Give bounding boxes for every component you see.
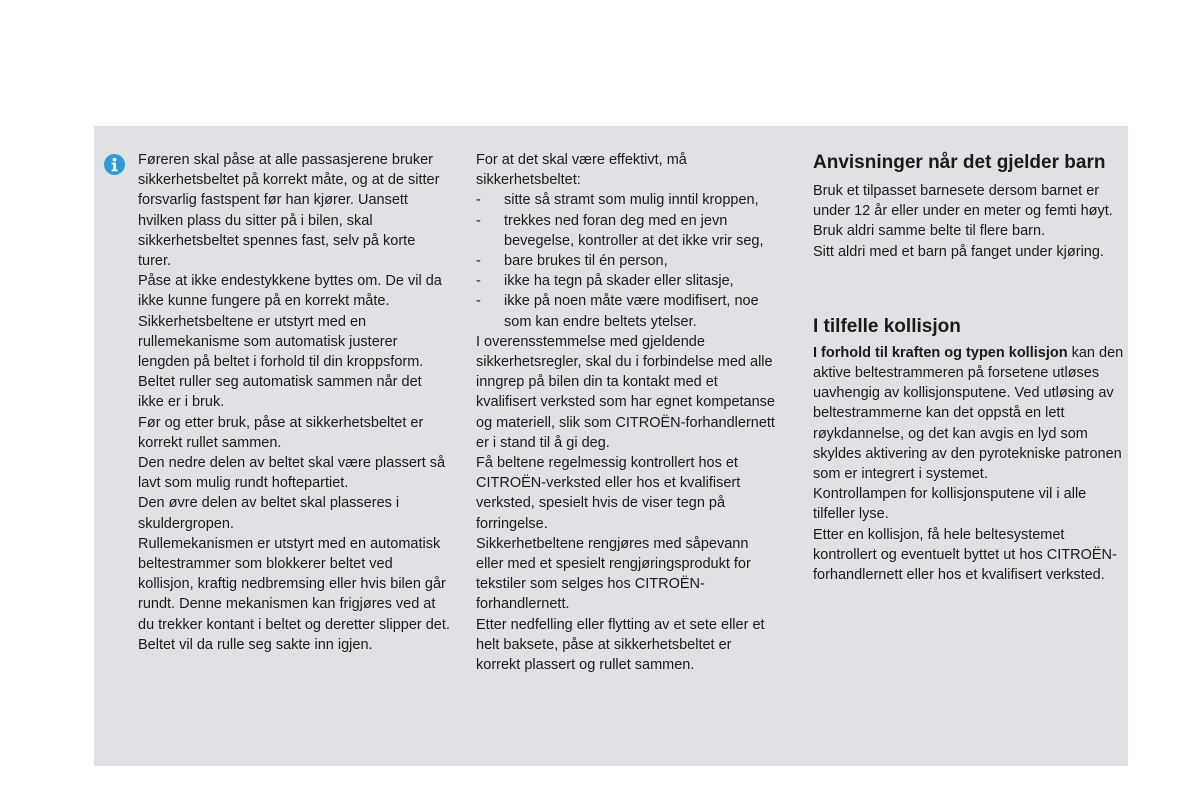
paragraph-warning-lamp: Kontrollampen for kollisjonsputene vil i alle tilfeller lyse. [813,486,1087,523]
paragraph-upper-belt: Den øvre delen av beltet skal plasseres i skuldergropen. [138,495,400,532]
paragraph-rolled-up: Før og etter bruk, påse at sikkerhetsbeltet er korrekt rullet sammen. [138,414,424,451]
paragraph-no-lap: Sitt aldri med et barn på fanget under kjøring. [813,243,1104,260]
paragraph-child-seat: Bruk et tilpasset barnesete dersom barnet er under 12 år eller under en meter og femti høyt. [813,183,1113,220]
paragraph-after-collision: Etter en kollisjon, få hele beltesystemet kontrollert og eventuelt byttet ut hos CITROËN-forhandlernett eller hos et kvalifisert verksted. [813,526,1117,584]
column-seatbelt-requirements [476,150,776,675]
paragraph-driver-responsibility: Føreren skal påse at alle passasjerene bruker sikkerhetsbeltet på korrekt måte, og at de sitter forsvarlig fastspent før han kjører. Uansett hvilken plass du sitter på i bilen, skal sikkerhetsbeltet spennes fast, selv på korte turer. [138,152,440,270]
column-children-and-collision [813,152,1125,585]
paragraph-safety-regulations: I overensstemmelse med gjeldende sikkerhetsregler, skal du i forbindelse med alle inngrep på bilen din ta kontakt med et kvalifisert verksted som har egnet kompetanse og materiell, slik som CITROËN-forhandlernett er i stand til å gi deg. [476,333,775,451]
requirements-list [476,190,776,331]
paragraph-buckle-ends: Påse at ikke endestykkene byttes om. De vil da ikke kunne fungere på en korrekt måte. [138,273,442,310]
requirements-intro: For at det skal være effektivt, må sikkerhetsbeltet: [476,152,687,189]
paragraph-cleaning: Sikkerhetbeltene rengjøres med såpevann eller med et spesielt rengjøringsprodukt for tekstiler som selges hos CITROËN-forhandlernett. [476,535,751,613]
paragraph-regular-check: Få beltene regelmessig kontrollert hos et CITROËN-verksted eller hos et kvalifisert verksted, spesielt hvis de viser tegn på forringelse. [476,455,741,532]
paragraph-one-belt: Bruk aldri samme belte til flere barn. [813,223,1046,240]
paragraph-reel-mechanism: Sikkerhetsbeltene er utstyrt med en rullemekanisme som automatisk justerer lengden på beltet i forhold til din kroppsform. Beltet ruller seg automatisk sammen når det ikke er i bruk. [138,313,424,411]
collision-bold-lead: I forhold til kraften og typen kollisjon [813,344,1068,361]
paragraph-lower-belt: Den nedre delen av beltet skal være plassert så lavt som mulig rundt hoftepartiet. [138,455,446,492]
paragraph-seat-folding: Etter nedfelling eller flytting av et sete eller et helt baksete, påse at sikkerhetsbeltet er korrekt plassert og rullet sammen. [476,616,765,674]
heading-collision: I tilfelle kollisjon [813,315,961,337]
info-icon [104,154,125,175]
column-seatbelt-usage [138,150,450,655]
list-item: - ikke på noen måte være modifisert, noe som kan endre beltets ytelser. [476,291,776,331]
list-item: - trekkes ned foran deg med en jevn bevegelse, kontroller at det ikke vrir seg, [476,211,776,251]
paragraph-collision-pretensioner [813,343,1125,484]
list-item: - sitte så stramt som mulig inntil kroppen, [476,190,776,210]
list-item: - bare brukes til én person, [476,251,776,271]
collision-text: kan den aktive beltestrammeren på forsetene utløses uavhengig av kollisjonsputene. Ved utløsing av beltestrammerne kan det oppstå en lett røykdannelse, og det kan avgis en lyd som skyldes aktivering av den pyrotekniske patronen som er integrert i systemet. [813,344,1124,483]
heading-children: Anvisninger når det gjelder barn [813,152,1106,173]
paragraph-pretensioner-lock: Rullemekanismen er utstyrt med en automatisk beltestrammer som blokkerer beltet ved kollisjon, kraftig nedbremsing eller hvis bilen går rundt. Denne mekanismen kan frigjøres ved at du trekker kontant i beltet og deretter slipper det. Beltet vil da rulle seg sakte inn igjen. [138,535,450,653]
list-item: - ikke ha tegn på skader eller slitasje, [476,271,776,291]
